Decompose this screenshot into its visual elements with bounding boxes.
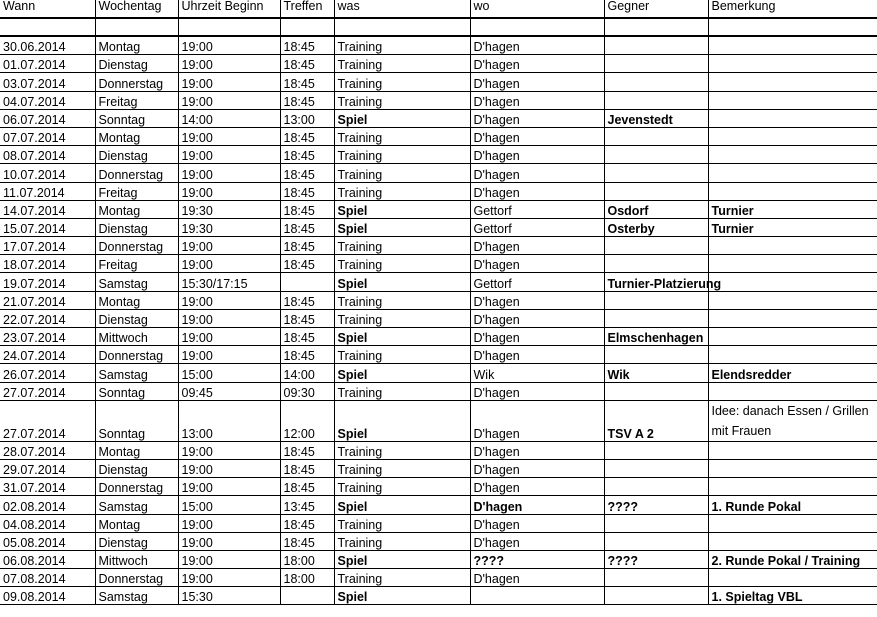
- table-cell[interactable]: [470, 18, 604, 36]
- cell-wo[interactable]: D'hagen: [470, 55, 604, 73]
- cell-wo[interactable]: D'hagen: [470, 514, 604, 532]
- cell-beginn[interactable]: 19:00: [178, 309, 280, 327]
- table-row: [0, 237, 877, 255]
- cell-was[interactable]: Training: [334, 569, 470, 587]
- cell-wochentag[interactable]: Dienstag: [95, 309, 178, 327]
- cell-beginn[interactable]: 15:00: [178, 364, 280, 382]
- cell-was[interactable]: Training: [334, 441, 470, 459]
- cell-gegner[interactable]: [604, 91, 708, 109]
- cell-gegner[interactable]: [604, 309, 708, 327]
- cell-bemerkung[interactable]: [708, 346, 877, 364]
- cell-wo[interactable]: D'hagen: [470, 237, 604, 255]
- cell-wann[interactable]: 01.07.2014: [0, 55, 95, 73]
- cell-wochentag[interactable]: Donnerstag: [95, 164, 178, 182]
- cell-wochentag[interactable]: Sonntag: [95, 109, 178, 127]
- cell-bemerkung[interactable]: [708, 382, 877, 400]
- header-wo[interactable]: wo: [470, 0, 604, 18]
- table-cell[interactable]: [708, 18, 877, 36]
- cell-wo[interactable]: D'hagen: [470, 328, 604, 346]
- cell-was[interactable]: Training: [334, 73, 470, 91]
- cell-wann[interactable]: 23.07.2014: [0, 328, 95, 346]
- cell-wann[interactable]: 04.08.2014: [0, 514, 95, 532]
- table-row: [0, 364, 877, 382]
- table-cell[interactable]: [178, 18, 280, 36]
- cell-was[interactable]: Training: [334, 36, 470, 55]
- header-wann[interactable]: Wann: [0, 0, 95, 18]
- table-cell[interactable]: [280, 18, 334, 36]
- table-row: [0, 514, 877, 532]
- cell-wochentag[interactable]: Montag: [95, 514, 178, 532]
- cell-wo[interactable]: D'hagen: [470, 382, 604, 400]
- table-row: [0, 346, 877, 364]
- cell-was[interactable]: Training: [334, 164, 470, 182]
- cell-bemerkung[interactable]: [708, 91, 877, 109]
- cell-wochentag[interactable]: Donnerstag: [95, 73, 178, 91]
- table-body: [0, 18, 877, 605]
- cell-was[interactable]: Training: [334, 291, 470, 309]
- cell-wo[interactable]: Gettorf: [470, 200, 604, 218]
- cell-was[interactable]: Spiel: [334, 587, 470, 605]
- cell-wo[interactable]: [470, 587, 604, 605]
- cell-was[interactable]: Training: [334, 182, 470, 200]
- cell-wo[interactable]: Gettorf: [470, 218, 604, 236]
- cell-was[interactable]: Training: [334, 478, 470, 496]
- cell-treffen[interactable]: 18:45: [280, 91, 334, 109]
- cell-wann[interactable]: 30.06.2014: [0, 36, 95, 55]
- cell-bemerkung[interactable]: [708, 36, 877, 55]
- cell-wochentag[interactable]: Dienstag: [95, 55, 178, 73]
- cell-wochentag[interactable]: Freitag: [95, 91, 178, 109]
- cell-wo[interactable]: D'hagen: [470, 291, 604, 309]
- cell-beginn[interactable]: 15:30: [178, 587, 280, 605]
- cell-wo[interactable]: D'hagen: [470, 400, 604, 441]
- table-row: [0, 109, 877, 127]
- cell-wo[interactable]: D'hagen: [470, 36, 604, 55]
- cell-wo[interactable]: D'hagen: [470, 127, 604, 145]
- header-was[interactable]: was: [334, 0, 470, 18]
- cell-wochentag[interactable]: Samstag: [95, 496, 178, 514]
- cell-wann[interactable]: 24.07.2014: [0, 346, 95, 364]
- table-row: [0, 382, 877, 400]
- cell-beginn[interactable]: 19:00: [178, 55, 280, 73]
- cell-wochentag[interactable]: Mittwoch: [95, 328, 178, 346]
- cell-gegner[interactable]: [604, 164, 708, 182]
- cell-treffen[interactable]: 18:45: [280, 309, 334, 327]
- cell-wo[interactable]: D'hagen: [470, 459, 604, 477]
- cell-beginn[interactable]: 19:00: [178, 478, 280, 496]
- cell-was[interactable]: Training: [334, 514, 470, 532]
- cell-gegner[interactable]: Wik: [604, 364, 708, 382]
- cell-was[interactable]: Training: [334, 459, 470, 477]
- cell-bemerkung[interactable]: Elendsredder: [708, 364, 877, 382]
- cell-beginn[interactable]: 19:00: [178, 291, 280, 309]
- cell-was[interactable]: Training: [334, 237, 470, 255]
- cell-treffen[interactable]: 18:45: [280, 182, 334, 200]
- cell-bemerkung[interactable]: [708, 478, 877, 496]
- table-row: [0, 255, 877, 273]
- cell-was[interactable]: Spiel: [334, 218, 470, 236]
- cell-gegner[interactable]: [604, 237, 708, 255]
- cell-bemerkung[interactable]: [708, 255, 877, 273]
- empty-row: [0, 18, 877, 36]
- cell-wochentag[interactable]: Samstag: [95, 587, 178, 605]
- table-row: [0, 91, 877, 109]
- cell-gegner[interactable]: [604, 382, 708, 400]
- cell-beginn[interactable]: 19:30: [178, 218, 280, 236]
- cell-was[interactable]: Spiel: [334, 496, 470, 514]
- cell-was[interactable]: Spiel: [334, 400, 470, 441]
- table-cell[interactable]: [0, 18, 95, 36]
- cell-wochentag[interactable]: Sonntag: [95, 400, 178, 441]
- cell-wochentag[interactable]: Montag: [95, 200, 178, 218]
- cell-wochentag[interactable]: Dienstag: [95, 532, 178, 550]
- cell-wann[interactable]: 18.07.2014: [0, 255, 95, 273]
- cell-beginn[interactable]: 19:00: [178, 255, 280, 273]
- cell-wann[interactable]: 17.07.2014: [0, 237, 95, 255]
- cell-beginn[interactable]: 19:00: [178, 569, 280, 587]
- cell-treffen[interactable]: 18:45: [280, 127, 334, 145]
- cell-wo[interactable]: D'hagen: [470, 255, 604, 273]
- cell-bemerkung[interactable]: [708, 182, 877, 200]
- cell-wo[interactable]: D'hagen: [470, 441, 604, 459]
- table-row: [0, 328, 877, 346]
- table-row: [0, 146, 877, 164]
- cell-bemerkung[interactable]: [708, 73, 877, 91]
- table-row: [0, 550, 877, 568]
- cell-was[interactable]: Training: [334, 532, 470, 550]
- cell-beginn[interactable]: 15:30/17:15: [178, 273, 280, 291]
- cell-treffen[interactable]: 18:00: [280, 569, 334, 587]
- cell-was[interactable]: Training: [334, 127, 470, 145]
- cell-gegner[interactable]: ????: [604, 550, 708, 568]
- cell-wochentag[interactable]: Montag: [95, 127, 178, 145]
- header-bemerkung[interactable]: Bemerkung: [708, 0, 877, 18]
- cell-bemerkung[interactable]: [708, 109, 877, 127]
- cell-gegner[interactable]: [604, 478, 708, 496]
- cell-treffen[interactable]: 18:45: [280, 146, 334, 164]
- cell-treffen[interactable]: 18:45: [280, 255, 334, 273]
- cell-gegner[interactable]: ????: [604, 496, 708, 514]
- cell-was[interactable]: Training: [334, 346, 470, 364]
- cell-bemerkung[interactable]: [708, 164, 877, 182]
- cell-bemerkung[interactable]: [708, 291, 877, 309]
- table-row: [0, 200, 877, 218]
- cell-was[interactable]: Spiel: [334, 109, 470, 127]
- cell-beginn[interactable]: 15:00: [178, 496, 280, 514]
- table-row: [0, 36, 877, 55]
- cell-bemerkung[interactable]: [708, 309, 877, 327]
- cell-wo[interactable]: D'hagen: [470, 569, 604, 587]
- cell-gegner[interactable]: [604, 441, 708, 459]
- cell-gegner[interactable]: [604, 146, 708, 164]
- cell-treffen[interactable]: 18:45: [280, 291, 334, 309]
- table-row: [0, 164, 877, 182]
- cell-bemerkung[interactable]: [708, 441, 877, 459]
- cell-wo[interactable]: ????: [470, 550, 604, 568]
- cell-bemerkung[interactable]: [708, 55, 877, 73]
- cell-wann[interactable]: 04.07.2014: [0, 91, 95, 109]
- cell-gegner[interactable]: [604, 255, 708, 273]
- cell-wann[interactable]: 05.08.2014: [0, 532, 95, 550]
- cell-treffen[interactable]: 09:30: [280, 382, 334, 400]
- cell-beginn[interactable]: 19:00: [178, 514, 280, 532]
- cell-treffen[interactable]: 13:45: [280, 496, 334, 514]
- table-cell[interactable]: [95, 18, 178, 36]
- cell-was[interactable]: Training: [334, 382, 470, 400]
- cell-gegner[interactable]: Jevenstedt: [604, 109, 708, 127]
- cell-bemerkung[interactable]: Turnier: [708, 200, 877, 218]
- cell-gegner[interactable]: Elmschenhagen: [604, 328, 708, 346]
- cell-beginn[interactable]: 19:30: [178, 200, 280, 218]
- cell-wo[interactable]: D'hagen: [470, 164, 604, 182]
- cell-wo[interactable]: D'hagen: [470, 109, 604, 127]
- cell-bemerkung[interactable]: [708, 146, 877, 164]
- cell-beginn[interactable]: 09:45: [178, 382, 280, 400]
- cell-gegner[interactable]: [604, 569, 708, 587]
- cell-bemerkung[interactable]: [708, 328, 877, 346]
- header-gegner[interactable]: Gegner: [604, 0, 708, 18]
- cell-beginn[interactable]: 19:00: [178, 36, 280, 55]
- cell-wo[interactable]: D'hagen: [470, 146, 604, 164]
- table-row: [0, 459, 877, 477]
- cell-was[interactable]: Spiel: [334, 364, 470, 382]
- cell-treffen[interactable]: 18:45: [280, 328, 334, 346]
- cell-beginn[interactable]: 19:00: [178, 550, 280, 568]
- cell-wochentag[interactable]: Donnerstag: [95, 346, 178, 364]
- cell-wo[interactable]: D'hagen: [470, 532, 604, 550]
- cell-treffen[interactable]: 14:00: [280, 364, 334, 382]
- cell-treffen[interactable]: 12:00: [280, 400, 334, 441]
- cell-bemerkung[interactable]: Idee: danach Essen / Grillen mit Frauen: [708, 400, 877, 441]
- cell-treffen[interactable]: [280, 587, 334, 605]
- header-treffen[interactable]: Treffen: [280, 0, 334, 18]
- cell-was[interactable]: Spiel: [334, 273, 470, 291]
- cell-wann[interactable]: 03.07.2014: [0, 73, 95, 91]
- cell-gegner[interactable]: [604, 459, 708, 477]
- cell-bemerkung[interactable]: [708, 273, 877, 291]
- cell-wo[interactable]: D'hagen: [470, 478, 604, 496]
- cell-wochentag[interactable]: Samstag: [95, 364, 178, 382]
- table-row: [0, 496, 877, 514]
- cell-treffen[interactable]: 18:00: [280, 550, 334, 568]
- cell-wann[interactable]: 06.08.2014: [0, 550, 95, 568]
- cell-beginn[interactable]: 19:00: [178, 182, 280, 200]
- cell-wo[interactable]: Wik: [470, 364, 604, 382]
- cell-gegner[interactable]: [604, 55, 708, 73]
- cell-wochentag[interactable]: Dienstag: [95, 146, 178, 164]
- cell-wochentag[interactable]: Montag: [95, 441, 178, 459]
- cell-wann[interactable]: 22.07.2014: [0, 309, 95, 327]
- cell-bemerkung[interactable]: [708, 514, 877, 532]
- table-row: [0, 569, 877, 587]
- cell-wann[interactable]: 02.08.2014: [0, 496, 95, 514]
- table-row: [0, 587, 877, 605]
- cell-treffen[interactable]: 18:45: [280, 73, 334, 91]
- table-row: [0, 309, 877, 327]
- cell-bemerkung[interactable]: [708, 569, 877, 587]
- cell-treffen[interactable]: 18:45: [280, 55, 334, 73]
- cell-gegner[interactable]: [604, 291, 708, 309]
- cell-wann[interactable]: 08.07.2014: [0, 146, 95, 164]
- table-row: [0, 291, 877, 309]
- cell-bemerkung[interactable]: [708, 237, 877, 255]
- cell-gegner[interactable]: [604, 514, 708, 532]
- table-row: [0, 182, 877, 200]
- cell-gegner[interactable]: Turnier-Platzierung: [604, 273, 708, 291]
- header-row: [0, 0, 877, 18]
- cell-treffen[interactable]: 18:45: [280, 36, 334, 55]
- table-row: [0, 532, 877, 550]
- cell-treffen[interactable]: 18:45: [280, 218, 334, 236]
- cell-was[interactable]: Training: [334, 91, 470, 109]
- cell-wo[interactable]: D'hagen: [470, 91, 604, 109]
- cell-wochentag[interactable]: Dienstag: [95, 459, 178, 477]
- cell-treffen[interactable]: 18:45: [280, 441, 334, 459]
- cell-treffen[interactable]: 18:45: [280, 514, 334, 532]
- table-row: [0, 127, 877, 145]
- cell-treffen[interactable]: 18:45: [280, 532, 334, 550]
- cell-beginn[interactable]: 14:00: [178, 109, 280, 127]
- cell-gegner[interactable]: [604, 36, 708, 55]
- cell-was[interactable]: Training: [334, 146, 470, 164]
- cell-wann[interactable]: 29.07.2014: [0, 459, 95, 477]
- cell-beginn[interactable]: 19:00: [178, 441, 280, 459]
- cell-wann[interactable]: 14.07.2014: [0, 200, 95, 218]
- cell-was[interactable]: Training: [334, 309, 470, 327]
- table-row: [0, 218, 877, 236]
- cell-gegner[interactable]: Osdorf: [604, 200, 708, 218]
- cell-bemerkung[interactable]: 2. Runde Pokal / Training: [708, 550, 877, 568]
- cell-wochentag[interactable]: Mittwoch: [95, 550, 178, 568]
- cell-wann[interactable]: 27.07.2014: [0, 400, 95, 441]
- table-row: [0, 441, 877, 459]
- cell-treffen[interactable]: 18:45: [280, 164, 334, 182]
- cell-gegner[interactable]: [604, 346, 708, 364]
- cell-beginn[interactable]: 19:00: [178, 127, 280, 145]
- cell-was[interactable]: Training: [334, 255, 470, 273]
- cell-wann[interactable]: 27.07.2014: [0, 382, 95, 400]
- cell-treffen[interactable]: 18:45: [280, 459, 334, 477]
- cell-was[interactable]: Spiel: [334, 550, 470, 568]
- cell-wann[interactable]: 07.07.2014: [0, 127, 95, 145]
- cell-wochentag[interactable]: Montag: [95, 291, 178, 309]
- cell-bemerkung[interactable]: [708, 459, 877, 477]
- cell-wochentag[interactable]: Montag: [95, 36, 178, 55]
- cell-treffen[interactable]: 18:45: [280, 237, 334, 255]
- cell-beginn[interactable]: 19:00: [178, 459, 280, 477]
- cell-wann[interactable]: 11.07.2014: [0, 182, 95, 200]
- cell-bemerkung[interactable]: [708, 532, 877, 550]
- cell-wann[interactable]: 06.07.2014: [0, 109, 95, 127]
- table-row: [0, 400, 877, 441]
- cell-beginn[interactable]: 19:00: [178, 328, 280, 346]
- cell-wochentag[interactable]: Donnerstag: [95, 569, 178, 587]
- cell-beginn[interactable]: 19:00: [178, 532, 280, 550]
- cell-bemerkung[interactable]: 1. Spieltag VBL: [708, 587, 877, 605]
- cell-gegner[interactable]: [604, 587, 708, 605]
- cell-gegner[interactable]: [604, 73, 708, 91]
- cell-was[interactable]: Spiel: [334, 200, 470, 218]
- cell-wann[interactable]: 07.08.2014: [0, 569, 95, 587]
- cell-wann[interactable]: 10.07.2014: [0, 164, 95, 182]
- cell-wochentag[interactable]: Sonntag: [95, 382, 178, 400]
- cell-wochentag[interactable]: Dienstag: [95, 218, 178, 236]
- cell-was[interactable]: Spiel: [334, 328, 470, 346]
- cell-gegner[interactable]: [604, 182, 708, 200]
- table-row: [0, 55, 877, 73]
- cell-beginn[interactable]: 19:00: [178, 73, 280, 91]
- cell-treffen[interactable]: 18:45: [280, 346, 334, 364]
- cell-treffen[interactable]: 18:45: [280, 478, 334, 496]
- cell-beginn[interactable]: 13:00: [178, 400, 280, 441]
- table-cell[interactable]: [604, 18, 708, 36]
- cell-treffen[interactable]: 18:45: [280, 200, 334, 218]
- table-row: [0, 273, 877, 291]
- cell-wann[interactable]: 09.08.2014: [0, 587, 95, 605]
- cell-wochentag[interactable]: Freitag: [95, 255, 178, 273]
- table-cell[interactable]: [334, 18, 470, 36]
- cell-wann[interactable]: 28.07.2014: [0, 441, 95, 459]
- cell-wo[interactable]: D'hagen: [470, 73, 604, 91]
- cell-wochentag[interactable]: Donnerstag: [95, 478, 178, 496]
- cell-gegner[interactable]: TSV A 2: [604, 400, 708, 441]
- cell-wochentag[interactable]: Donnerstag: [95, 237, 178, 255]
- cell-beginn[interactable]: 19:00: [178, 237, 280, 255]
- cell-beginn[interactable]: 19:00: [178, 164, 280, 182]
- cell-wann[interactable]: 31.07.2014: [0, 478, 95, 496]
- cell-treffen[interactable]: [280, 273, 334, 291]
- cell-wochentag[interactable]: Freitag: [95, 182, 178, 200]
- cell-beginn[interactable]: 19:00: [178, 91, 280, 109]
- cell-wann[interactable]: 26.07.2014: [0, 364, 95, 382]
- table-row: [0, 73, 877, 91]
- cell-wo[interactable]: D'hagen: [470, 309, 604, 327]
- cell-wochentag[interactable]: Samstag: [95, 273, 178, 291]
- cell-wo[interactable]: Gettorf: [470, 273, 604, 291]
- cell-wann[interactable]: 19.07.2014: [0, 273, 95, 291]
- header-wochentag[interactable]: Wochentag: [95, 0, 178, 18]
- cell-wann[interactable]: 15.07.2014: [0, 218, 95, 236]
- cell-beginn[interactable]: 19:00: [178, 146, 280, 164]
- cell-gegner[interactable]: [604, 532, 708, 550]
- cell-gegner[interactable]: [604, 127, 708, 145]
- cell-beginn[interactable]: 19:00: [178, 346, 280, 364]
- cell-bemerkung[interactable]: 1. Runde Pokal: [708, 496, 877, 514]
- table-row: [0, 478, 877, 496]
- cell-gegner[interactable]: Osterby: [604, 218, 708, 236]
- cell-treffen[interactable]: 13:00: [280, 109, 334, 127]
- cell-was[interactable]: Training: [334, 55, 470, 73]
- cell-bemerkung[interactable]: [708, 127, 877, 145]
- cell-wo[interactable]: D'hagen: [470, 182, 604, 200]
- cell-wo[interactable]: D'hagen: [470, 346, 604, 364]
- cell-wo[interactable]: D'hagen: [470, 496, 604, 514]
- cell-wann[interactable]: 21.07.2014: [0, 291, 95, 309]
- header-uhrzeit-beginn[interactable]: Uhrzeit Beginn: [178, 0, 280, 18]
- cell-bemerkung[interactable]: Turnier: [708, 218, 877, 236]
